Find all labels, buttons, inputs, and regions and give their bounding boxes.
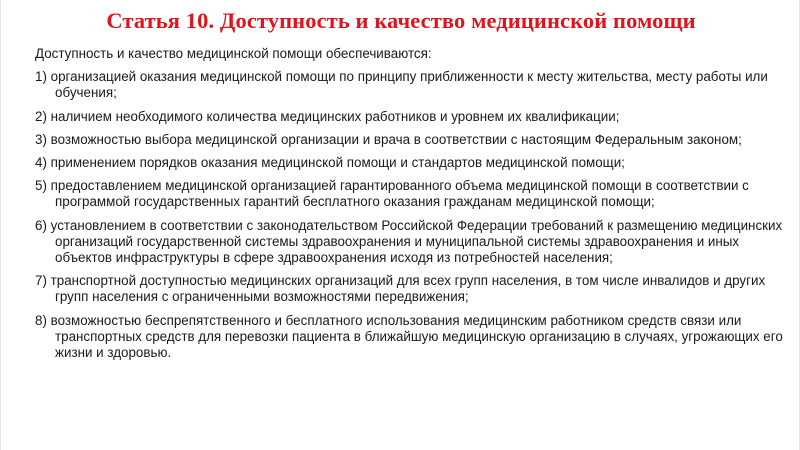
item-text: организацией оказания медицинской помощи по принципу приближенности к месту жительства, месту работы или обучения;: [50, 69, 768, 101]
item-text: применением порядков оказания медицинской помощи и стандартов медицинской помощи;: [50, 155, 625, 171]
item-number: 1): [35, 69, 47, 85]
item-number: 7): [35, 273, 47, 289]
item-text: установлением в соответствии с законодательством Российской Федерации требований к размещению медицинских организаций государственной системы здравоохранения и муниципальной системы здравоохранения и иных объектов инфраструктуры в сфере здравоохранения исходя из потребностей населения;: [50, 217, 783, 266]
item-number: 4): [35, 155, 47, 171]
list-item-2: [35, 109, 787, 125]
item-number: 8): [35, 312, 47, 328]
list-item-7: [35, 273, 787, 305]
item-number: 3): [35, 131, 47, 147]
list-item-5: [35, 178, 787, 210]
list-item-6: [35, 218, 787, 267]
list-item-8: [35, 313, 787, 362]
item-text: возможностью беспрепятственного и бесплатного использования медицинским работником средств связи или транспортных средств для перевозки пациента в ближайшую медицинскую организацию в случаях, угрожающих его жизни и здоровью.: [50, 312, 783, 361]
list-item-1: [35, 69, 787, 101]
article-body: [35, 46, 787, 368]
item-number: 6): [35, 217, 47, 233]
intro-text: Доступность и качество медицинской помощи обеспечиваются:: [35, 46, 432, 61]
list-item-3: [35, 132, 787, 148]
list-item-4: [35, 155, 787, 171]
item-text: возможностью выбора медицинской организации и врача в соответствии с настоящим Федеральным законом;: [50, 131, 742, 147]
item-text: транспортной доступностью медицинских организаций для всех групп населения, в том числе инвалидов и других групп населения с ограниченными возможностями передвижения;: [50, 273, 766, 305]
item-number: 2): [35, 108, 47, 124]
item-text: предоставлением медицинской организацией гарантированного объема медицинской помощи в соответствии с программой государственных гарантий бесплатного оказания гражданам медицинской помощи;: [50, 178, 749, 210]
slide-title: Статья 10. Доступность и качество медицинской помощи: [106, 8, 696, 33]
item-number: 5): [35, 178, 47, 194]
item-text: наличием необходимого количества медицинских работников и уровнем их квалификации;: [50, 108, 620, 124]
